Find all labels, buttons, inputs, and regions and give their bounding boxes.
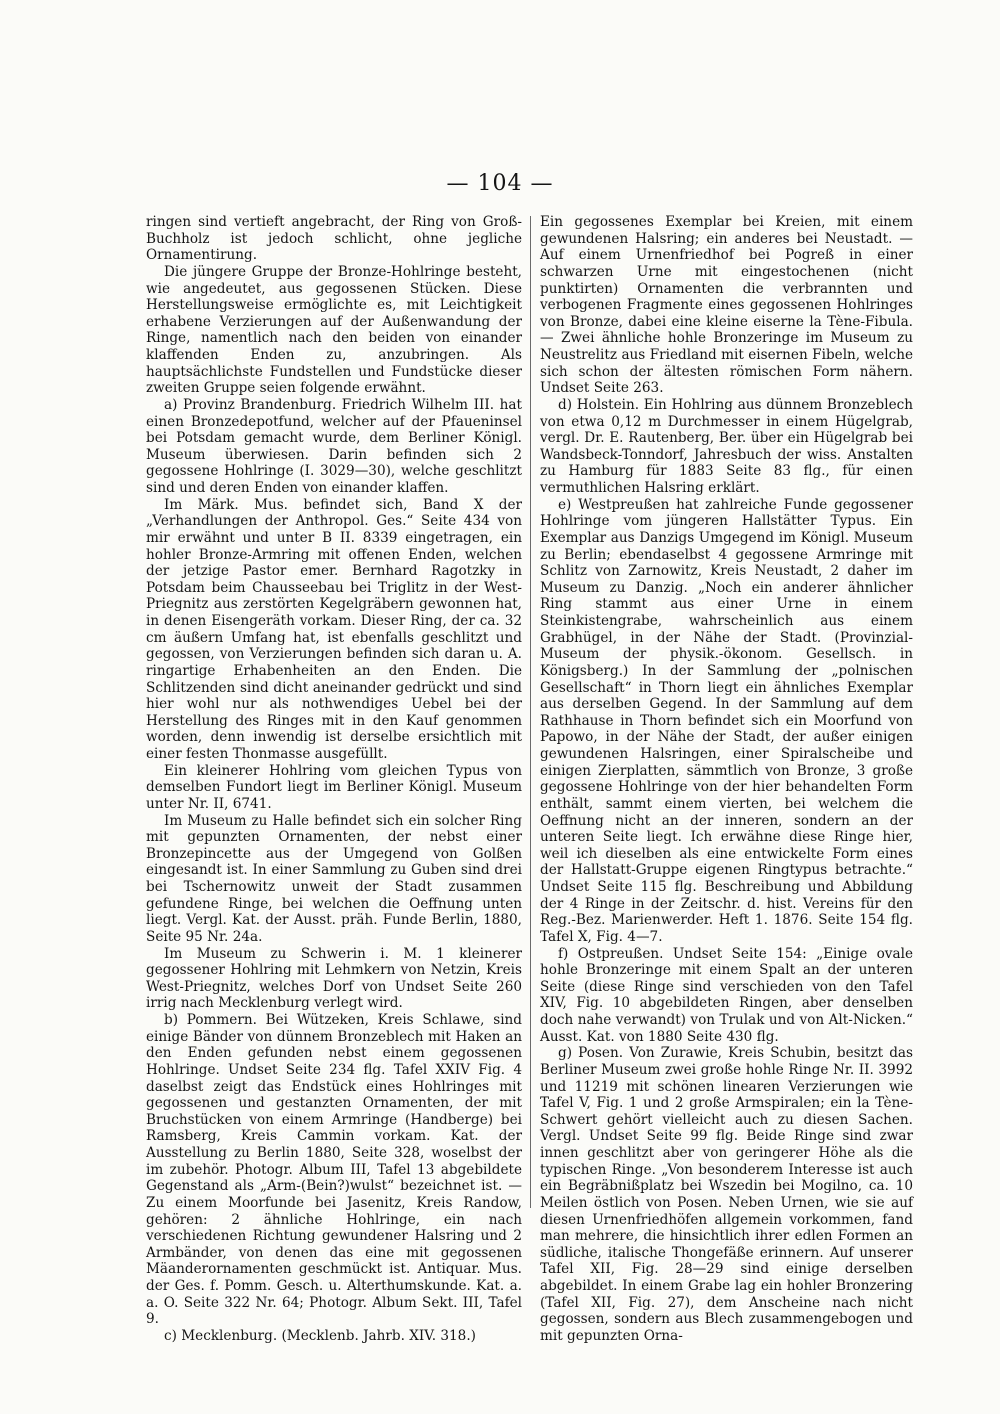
paragraph: a) Provinz Brandenburg. Friedrich Wilhelm III. hat einen Bronzedepotfund, welcher auf der Pfaueninsel bei Potsdam gemacht wurde, dem Berliner Königl. Museum überwiesen. Darin befinden sich 2 gegossene Hohlringe (I. 3029—30), welche geschlitzt sind und deren Enden von einander klaffen. (146, 396, 522, 496)
paragraph: Im Museum zu Schwerin i. M. 1 kleinerer gegossener Hohlring mit Lehmkern von Netzin, Kreis West-Priegnitz, welches Dorf von Undset Seite 260 irrig nach Mecklenburg verlegt wird. (146, 945, 522, 1012)
left-column (146, 214, 522, 1345)
paragraph: Im Museum zu Halle befindet sich ein solcher Ring mit gepunzten Ornamenten, der nebst einer Bronzepincette aus der Umgegend von Golßen eingesandt ist. In einer Sammlung zu Guben sind drei bei Tschernowitz unweit der Stadt zusammen gefundene Ringe, bei welchen die Oeffnung unten liegt. Vergl. Kat. der Ausst. präh. Funde Berlin, 1880, Seite 95 Nr. 24a. (146, 812, 522, 945)
paragraph: g) Posen. Von Zurawie, Kreis Schubin, besitzt das Berliner Museum zwei große hohle Ringe Nr. II. 3992 und 11219 mit schönen linearen Verzierungen wie Tafel V, Fig. 1 und 2 große Armspiralen; ein la Tène-Schwert gehört vielleicht auch zu diesen Sachen. Vergl. Undset Seite 99 flg. Beide Ringe sind zwar innen geschlitzt aber von geringerer Höhe als die typischen Ringe. „Von besonderem Interesse ist auch ein Begräbnißplatz bei Wszedin bei Mogilno, ca. 10 Meilen östlich von Posen. Neben Urnen, wie sie auf diesen Urnenfriedhöfen allgemein vorkommen, fand man mehrere, die hinsichtlich ihrer edlen Formen an südliche, italische Thongefäße erinnern. Auf unserer Tafel XII, Fig. 28—29 sind einige derselben abgebildet. In einem Grabe lag ein hohler Bronzering (Tafel XII, Fig. 27), dem Anscheine nach nicht gegossen, sondern aus Blech zusammengebogen und mit gepunzten Orna- (540, 1045, 913, 1344)
page-number: — 104 — (446, 171, 554, 196)
paragraph: f) Ostpreußen. Undset Seite 154: „Einige ovale hohle Bronzeringe mit einem Spalt an der unteren Seite (diese Ringe sind verschieden von den Tafel XIV, Fig. 10 abgebildeten Ringen, aber denselben doch nahe verwandt) von Trulak und von Alt-Nicken.“ Ausst. Kat. von 1880 Seite 430 flg. (540, 945, 913, 1045)
paragraph: Im Märk. Mus. befindet sich, Band X der „Verhandlungen der Anthropol. Ges.“ Seite 434 von mir erwähnt und unter B II. 8339 eingetragen, ein hohler Bronze-Armring mit offenen Enden, welchen der jetzige Pastor emer. Bernhard Ragotzky in Potsdam beim Chausseebau bei Triglitz in der West-Priegnitz aus zerstörten Kegelgräbern gewonnen hat, in denen Eisengeräth vorkam. Dieser Ring, der ca. 32 cm äußern Umfang hat, ist ebenfalls geschlitzt und gegossen, von Verzierungen befinden sich daran u. A. ringartige Erhabenheiten an den Enden. Die Schlitzenden sind dicht aneinander gedrückt und sind hier wohl nur als nothwendiges Uebel bei der Herstellung des Ringes mit in den Kauf genommen worden, denn inwendig ist derselbe ersichtlich mit einer festen Thonmasse ausgefüllt. (146, 496, 522, 762)
right-column (540, 214, 913, 1345)
paragraph: b) Pommern. Bei Wützeken, Kreis Schlawe, sind einige Bänder von dünnem Bronzeblech mit Haken an den Enden gefunden nebst einem gegossenen Hohlringe. Undset Seite 234 flg. Tafel XXIV Fig. 4 daselbst zeigt das Endstück eines Hohlringes mit gegossenen und gestanzten Ornamenten, der mit Bruchstücken von einem Armringe (Handberge) bei Ramsberg, Kreis Cammin vorkam. Kat. der Ausstellung zu Berlin 1880, Seite 328, woselbst der im zubehör. Photogr. Album III, Tafel 13 abgebildete Gegenstand als „Arm-(Bein?)wulst“ bezeichnet ist. — Zu einem Moorfunde bei Jasenitz, Kreis Randow, gehören: 2 ähnliche Hohlringe, ein nach verschiedenen Richtung gewundener Halsring und 2 Armbänder, von denen das eine mit gegossenen Mäanderornamenten geschmückt ist. Antiquar. Mus. der Ges. f. Pomm. Gesch. u. Alterthumskunde. Kat. a. a. O. Seite 322 Nr. 64; Photogr. Album Sekt. III, Tafel 9. (146, 1012, 522, 1328)
paragraph: Die jüngere Gruppe der Bronze-Hohlringe besteht, wie angedeutet, aus gegossenen Stücken. Diese Herstellungsweise ermöglichte es, mit Leichtigkeit erhabene Verzierungen auf der Außenwandung der Ringe, namentlich nach den beiden von einander klaffenden Enden zu, anzubringen. Als hauptsächlichste Fundstellen und Fundstücke dieser zweiten Gruppe seien folgende erwähnt. (146, 263, 522, 397)
paragraph: Ein kleinerer Hohlring vom gleichen Typus von demselben Fundort liegt im Berliner Königl. Museum unter Nr. II, 6741. (146, 762, 522, 812)
paragraph: c) Mecklenburg. (Mecklenb. Jahrb. XIV. 318.) (164, 1327, 476, 1344)
paragraph: ringen sind vertieft angebracht, der Ring von Groß-Buchholz ist jedoch schlicht, ohne jegliche Ornamentirung. (146, 214, 522, 264)
paragraph: e) Westpreußen hat zahlreiche Funde gegossener Hohlringe vom jüngeren Hallstätter Typus. Ein Exemplar aus Danzigs Umgegend im Königl. Museum zu Berlin; ebendaselbst 4 gegossene Armringe mit Schlitz von Zarnowitz, Kreis Neustadt, 2 daher im Museum zu Danzig. „Noch ein anderer ähnlicher Ring stammt aus einer Urne in einem Steinkistengrabe, wahrscheinlich aus einem Grabhügel, in der Nähe der Stadt. (Provinzial-Museum der physik.-ökonom. Gesellsch. in Königsberg.) In der Sammlung der „polnischen Gesellschaft“ in Thorn liegt ein ähnliches Exemplar aus derselben Gegend. In der Sammlung auf dem Rathhause in Thorn befindet sich ein Moorfund von Papowo, in der Nähe der Stadt, der außer einigen gewundenen Halsringen, einer Spiralscheibe und einigen Zierplatten, sämmtlich von Bronze, 3 große gegossene Hohlringe von der hier behandelten Form enthält, sammt einem vierten, bei welchem die Oeffnung nicht an der inneren, sondern an der unteren Seite liegt. Ich erwähne diese Ringe hier, weil ich dieselben als eine entwickelte Form eines der Hallstatt-Gruppe eigenen Ringtypus betrachte.“ Undset Seite 115 flg. Beschreibung und Abbildung der 4 Ringe in der Zeitschr. d. hist. Vereins für den Reg.-Bez. Marienwerder. Heft 1. 1876. Seite 154 flg. Tafel X, Fig. 4—7. (540, 496, 913, 945)
paragraph: Ein gegossenes Exemplar bei Kreien, mit einem gewundenen Halsring; ein anderes bei Neustadt. — Auf einem Urnenfriedhof bei Pogreß in einer schwarzen Urne mit eingestochenen (nicht punktirten) Ornamenten die verbrannten und verbogenen Fragmente eines gegossenen Hohlringes von Bronze, dabei eine kleine eiserne la Tène-Fibula. — Zwei ähnliche hohle Bronzeringe im Museum zu Neustrelitz aus Friedland mit eisernen Fibeln, welche sich schon der ältesten römischen Form nähern. Undset Seite 263. (540, 214, 913, 397)
paragraph: d) Holstein. Ein Hohlring aus dünnem Bronzeblech von etwa 0,12 m Durchmesser in einem Hügelgrab, vergl. Dr. E. Rautenberg, Ber. über ein Hügelgrab bei Wandsbeck-Tonndorf, Jahresbuch der wiss. Anstalten zu Hamburg für 1883 Seite 83 flg., für einen vermuthlichen Halsring erklärt. (540, 396, 913, 496)
column-divider (530, 216, 531, 1208)
